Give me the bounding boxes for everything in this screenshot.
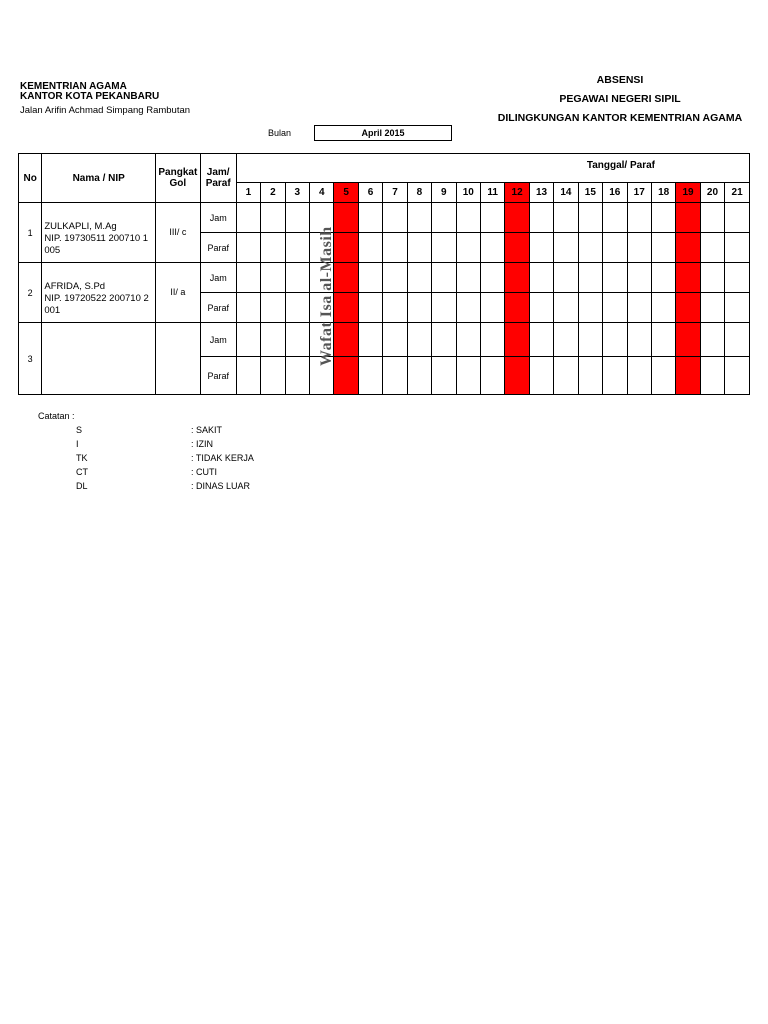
paraf-cell-day-15[interactable]	[578, 233, 602, 263]
jam-cell-day-15[interactable]	[578, 203, 602, 233]
day-header-21: 21	[725, 183, 750, 203]
employee-nip: NIP. 19730511 200710 1 005	[44, 233, 149, 256]
paraf-cell-day-18[interactable]	[651, 357, 675, 395]
jam-cell-day-1[interactable]	[236, 203, 260, 233]
paraf-cell-day-11[interactable]	[480, 293, 504, 323]
jam-cell-day-6[interactable]	[358, 203, 382, 233]
jam-cell-day-9[interactable]	[432, 263, 456, 293]
row-paraf-label: Paraf	[200, 293, 236, 323]
jam-cell-day-11[interactable]	[480, 263, 504, 293]
jam-cell-day-16[interactable]	[603, 203, 627, 233]
paraf-cell-day-6[interactable]	[358, 233, 382, 263]
paraf-cell-day-16[interactable]	[603, 233, 627, 263]
paraf-cell-day-20[interactable]	[700, 233, 724, 263]
jam-cell-day-14[interactable]	[554, 323, 578, 357]
paraf-cell-day-20[interactable]	[700, 357, 724, 395]
jam-cell-day-3[interactable]	[285, 323, 309, 357]
day-header-7: 7	[383, 183, 407, 203]
paraf-cell-day-10[interactable]	[456, 357, 480, 395]
note-code: I	[76, 439, 79, 449]
paraf-cell-day-2[interactable]	[261, 233, 285, 263]
jam-cell-day-13[interactable]	[529, 263, 553, 293]
day-header-13: 13	[529, 183, 553, 203]
day-header-3: 3	[285, 183, 309, 203]
row-pangkat: II/ a	[156, 263, 201, 323]
paraf-cell-day-14[interactable]	[554, 233, 578, 263]
row-no: 3	[19, 323, 42, 395]
jam-cell-day-19[interactable]	[676, 263, 700, 293]
paraf-cell-day-2[interactable]	[261, 357, 285, 395]
paraf-cell-day-17[interactable]	[627, 293, 651, 323]
jam-cell-day-16[interactable]	[603, 263, 627, 293]
day-header-1: 1	[236, 183, 260, 203]
paraf-cell-day-12[interactable]	[505, 233, 529, 263]
jam-cell-day-2[interactable]	[261, 263, 285, 293]
employee-name: ZULKAPLI, M.Ag	[44, 221, 117, 232]
col-jam-line1: Jam/	[206, 167, 230, 178]
note-desc: : SAKIT	[191, 425, 223, 435]
jam-cell-day-8[interactable]	[407, 203, 431, 233]
jam-cell-day-8[interactable]	[407, 263, 431, 293]
paraf-cell-day-8[interactable]	[407, 233, 431, 263]
note-code: S	[76, 425, 83, 435]
paraf-cell-day-13[interactable]	[529, 357, 553, 395]
day-header-6: 6	[358, 183, 382, 203]
day-header-14: 14	[554, 183, 578, 203]
paraf-cell-day-3[interactable]	[285, 233, 309, 263]
jam-cell-day-15[interactable]	[578, 263, 602, 293]
jam-cell-day-2[interactable]	[261, 323, 285, 357]
jam-cell-day-16[interactable]	[603, 323, 627, 357]
jam-cell-day-13[interactable]	[529, 203, 553, 233]
office-name: KANTOR KOTA PEKANBARU	[20, 91, 160, 102]
jam-cell-day-20[interactable]	[700, 263, 724, 293]
paraf-cell-day-14[interactable]	[554, 293, 578, 323]
paraf-cell-day-1[interactable]	[236, 233, 260, 263]
paraf-cell-day-15[interactable]	[578, 357, 602, 395]
note-code: DL	[76, 481, 88, 491]
note-item	[38, 479, 251, 493]
col-pangkat-header	[156, 154, 201, 203]
day-header-16: 16	[603, 183, 627, 203]
note-desc: : DINAS LUAR	[191, 481, 251, 491]
jam-cell-day-2[interactable]	[261, 203, 285, 233]
paraf-cell-day-7[interactable]	[383, 293, 407, 323]
col-pangkat-line1: Pangkat	[158, 167, 198, 178]
jam-cell-day-18[interactable]	[651, 203, 675, 233]
title-line-3: DILINGKUNGAN KANTOR KEMENTRIAN AGAMA	[497, 112, 743, 124]
paraf-cell-day-9[interactable]	[432, 357, 456, 395]
jam-cell-day-21[interactable]	[725, 323, 750, 357]
day-header-10: 10	[456, 183, 480, 203]
day-header-18: 18	[651, 183, 675, 203]
paraf-cell-day-13[interactable]	[529, 293, 553, 323]
jam-cell-day-11[interactable]	[480, 323, 504, 357]
paraf-cell-day-6[interactable]	[358, 357, 382, 395]
note-item	[38, 423, 223, 437]
paraf-cell-day-12[interactable]	[505, 293, 529, 323]
jam-cell-day-20[interactable]	[700, 203, 724, 233]
day-header-15: 15	[578, 183, 602, 203]
note-item	[38, 465, 217, 479]
row-jam-label: Jam	[200, 203, 236, 233]
org-name: KEMENTRIAN AGAMA	[20, 81, 127, 92]
paraf-cell-day-11[interactable]	[480, 357, 504, 395]
paraf-cell-day-2[interactable]	[261, 293, 285, 323]
header-row	[19, 154, 750, 183]
jam-cell-day-8[interactable]	[407, 323, 431, 357]
paraf-cell-day-9[interactable]	[432, 233, 456, 263]
day-header-9: 9	[432, 183, 456, 203]
day-header-5: 5	[334, 183, 358, 203]
note-item	[38, 451, 254, 465]
paraf-cell-day-3[interactable]	[285, 293, 309, 323]
row-jam-label: Jam	[200, 263, 236, 293]
note-code: CT	[76, 467, 88, 477]
paraf-cell-day-3[interactable]	[285, 357, 309, 395]
bulan-value-cell[interactable]: April 2015	[314, 125, 452, 141]
jam-cell-day-19[interactable]	[676, 323, 700, 357]
jam-cell-day-10[interactable]	[456, 203, 480, 233]
day-header-2: 2	[261, 183, 285, 203]
row-pangkat	[156, 323, 201, 395]
col-no-header: No	[19, 154, 42, 203]
jam-cell-day-14[interactable]	[554, 203, 578, 233]
jam-cell-day-6[interactable]	[358, 323, 382, 357]
jam-cell-day-17[interactable]	[627, 203, 651, 233]
notes-block	[38, 409, 254, 493]
row-name-nip	[42, 323, 156, 395]
paraf-cell-day-19[interactable]	[676, 233, 700, 263]
col-tanggal-header: Tanggal/ Paraf	[236, 154, 749, 183]
title-line-2: PEGAWAI NEGERI SIPIL	[559, 93, 681, 105]
paraf-cell-day-1[interactable]	[236, 293, 260, 323]
table-row	[19, 263, 750, 293]
jam-cell-day-21[interactable]	[725, 263, 750, 293]
jam-cell-day-19[interactable]	[676, 203, 700, 233]
paraf-cell-day-6[interactable]	[358, 293, 382, 323]
day-header-20: 20	[700, 183, 724, 203]
note-desc: : IZIN	[191, 439, 213, 449]
org-block	[20, 82, 190, 116]
bulan-label: Bulan	[268, 128, 292, 138]
jam-cell-day-7[interactable]	[383, 323, 407, 357]
note-item	[38, 437, 213, 451]
jam-cell-day-1[interactable]	[236, 323, 260, 357]
row-no: 2	[19, 263, 42, 323]
paraf-cell-day-18[interactable]	[651, 233, 675, 263]
paraf-cell-day-19[interactable]	[676, 357, 700, 395]
jam-cell-day-10[interactable]	[456, 263, 480, 293]
paraf-cell-day-14[interactable]	[554, 357, 578, 395]
row-paraf-label: Paraf	[200, 357, 236, 395]
paraf-cell-day-16[interactable]	[603, 293, 627, 323]
day-header-4: 4	[310, 183, 334, 203]
jam-cell-day-21[interactable]	[725, 203, 750, 233]
day-header-19: 19	[676, 183, 700, 203]
paraf-cell-day-1[interactable]	[236, 357, 260, 395]
paraf-cell-day-9[interactable]	[432, 293, 456, 323]
paraf-cell-day-10[interactable]	[456, 293, 480, 323]
paraf-cell-day-21[interactable]	[725, 293, 750, 323]
jam-cell-day-11[interactable]	[480, 203, 504, 233]
paraf-cell-day-7[interactable]	[383, 233, 407, 263]
col-pangkat-line2: Gol	[169, 178, 187, 189]
jam-cell-day-7[interactable]	[383, 263, 407, 293]
jam-cell-day-1[interactable]	[236, 263, 260, 293]
paraf-cell-day-19[interactable]	[676, 293, 700, 323]
jam-cell-day-3[interactable]	[285, 203, 309, 233]
jam-cell-day-15[interactable]	[578, 323, 602, 357]
col-jam-header	[200, 154, 236, 203]
paraf-cell-day-10[interactable]	[456, 233, 480, 263]
paraf-cell-day-21[interactable]	[725, 233, 750, 263]
employee-name: AFRIDA, S.Pd	[44, 281, 106, 292]
document-title	[470, 74, 768, 131]
paraf-cell-day-17[interactable]	[627, 357, 651, 395]
paraf-cell-day-8[interactable]	[407, 293, 431, 323]
jam-cell-day-9[interactable]	[432, 323, 456, 357]
jam-cell-day-13[interactable]	[529, 323, 553, 357]
paraf-cell-day-21[interactable]	[725, 357, 750, 395]
jam-cell-day-17[interactable]	[627, 323, 651, 357]
col-name-header: Nama / NIP	[42, 154, 156, 203]
table-row	[19, 203, 750, 233]
paraf-cell-day-15[interactable]	[578, 293, 602, 323]
paraf-cell-day-11[interactable]	[480, 233, 504, 263]
paraf-cell-day-13[interactable]	[529, 233, 553, 263]
day-header-8: 8	[407, 183, 431, 203]
row-jam-label: Jam	[200, 323, 236, 357]
note-desc: : TIDAK KERJA	[191, 453, 254, 463]
day-header-17: 17	[627, 183, 651, 203]
jam-cell-day-10[interactable]	[456, 323, 480, 357]
paraf-cell-day-16[interactable]	[603, 357, 627, 395]
holiday-label: Wafat Isa al-Masih	[318, 226, 335, 367]
paraf-cell-day-12[interactable]	[505, 357, 529, 395]
day-header-12: 12	[505, 183, 529, 203]
paraf-cell-day-20[interactable]	[700, 293, 724, 323]
jam-cell-day-14[interactable]	[554, 263, 578, 293]
jam-cell-day-20[interactable]	[700, 323, 724, 357]
employee-nip: NIP. 19720522 200710 2 001	[44, 293, 149, 316]
paraf-cell-day-7[interactable]	[383, 357, 407, 395]
paraf-cell-day-17[interactable]	[627, 233, 651, 263]
jam-cell-day-18[interactable]	[651, 263, 675, 293]
jam-cell-day-9[interactable]	[432, 203, 456, 233]
jam-cell-day-3[interactable]	[285, 263, 309, 293]
table-row	[19, 323, 750, 357]
jam-cell-day-18[interactable]	[651, 323, 675, 357]
jam-cell-day-12[interactable]	[505, 323, 529, 357]
paraf-cell-day-8[interactable]	[407, 357, 431, 395]
jam-cell-day-6[interactable]	[358, 263, 382, 293]
row-name-nip	[42, 263, 156, 323]
jam-cell-day-17[interactable]	[627, 263, 651, 293]
notes-title: Catatan :	[38, 411, 75, 421]
row-pangkat: III/ c	[156, 203, 201, 263]
jam-cell-day-7[interactable]	[383, 203, 407, 233]
note-desc: : CUTI	[191, 467, 217, 477]
row-name-nip	[42, 203, 156, 263]
office-address: Jalan Arifin Achmad Simpang Rambutan	[20, 105, 191, 116]
note-code: TK	[76, 453, 88, 463]
attendance-table	[18, 153, 750, 395]
jam-cell-day-12[interactable]	[505, 263, 529, 293]
row-no: 1	[19, 203, 42, 263]
title-line-1: ABSENSI	[596, 74, 644, 86]
row-paraf-label: Paraf	[200, 233, 236, 263]
day-header-11: 11	[480, 183, 504, 203]
paraf-cell-day-18[interactable]	[651, 293, 675, 323]
col-jam-line2: Paraf	[205, 178, 231, 189]
jam-cell-day-12[interactable]	[505, 203, 529, 233]
